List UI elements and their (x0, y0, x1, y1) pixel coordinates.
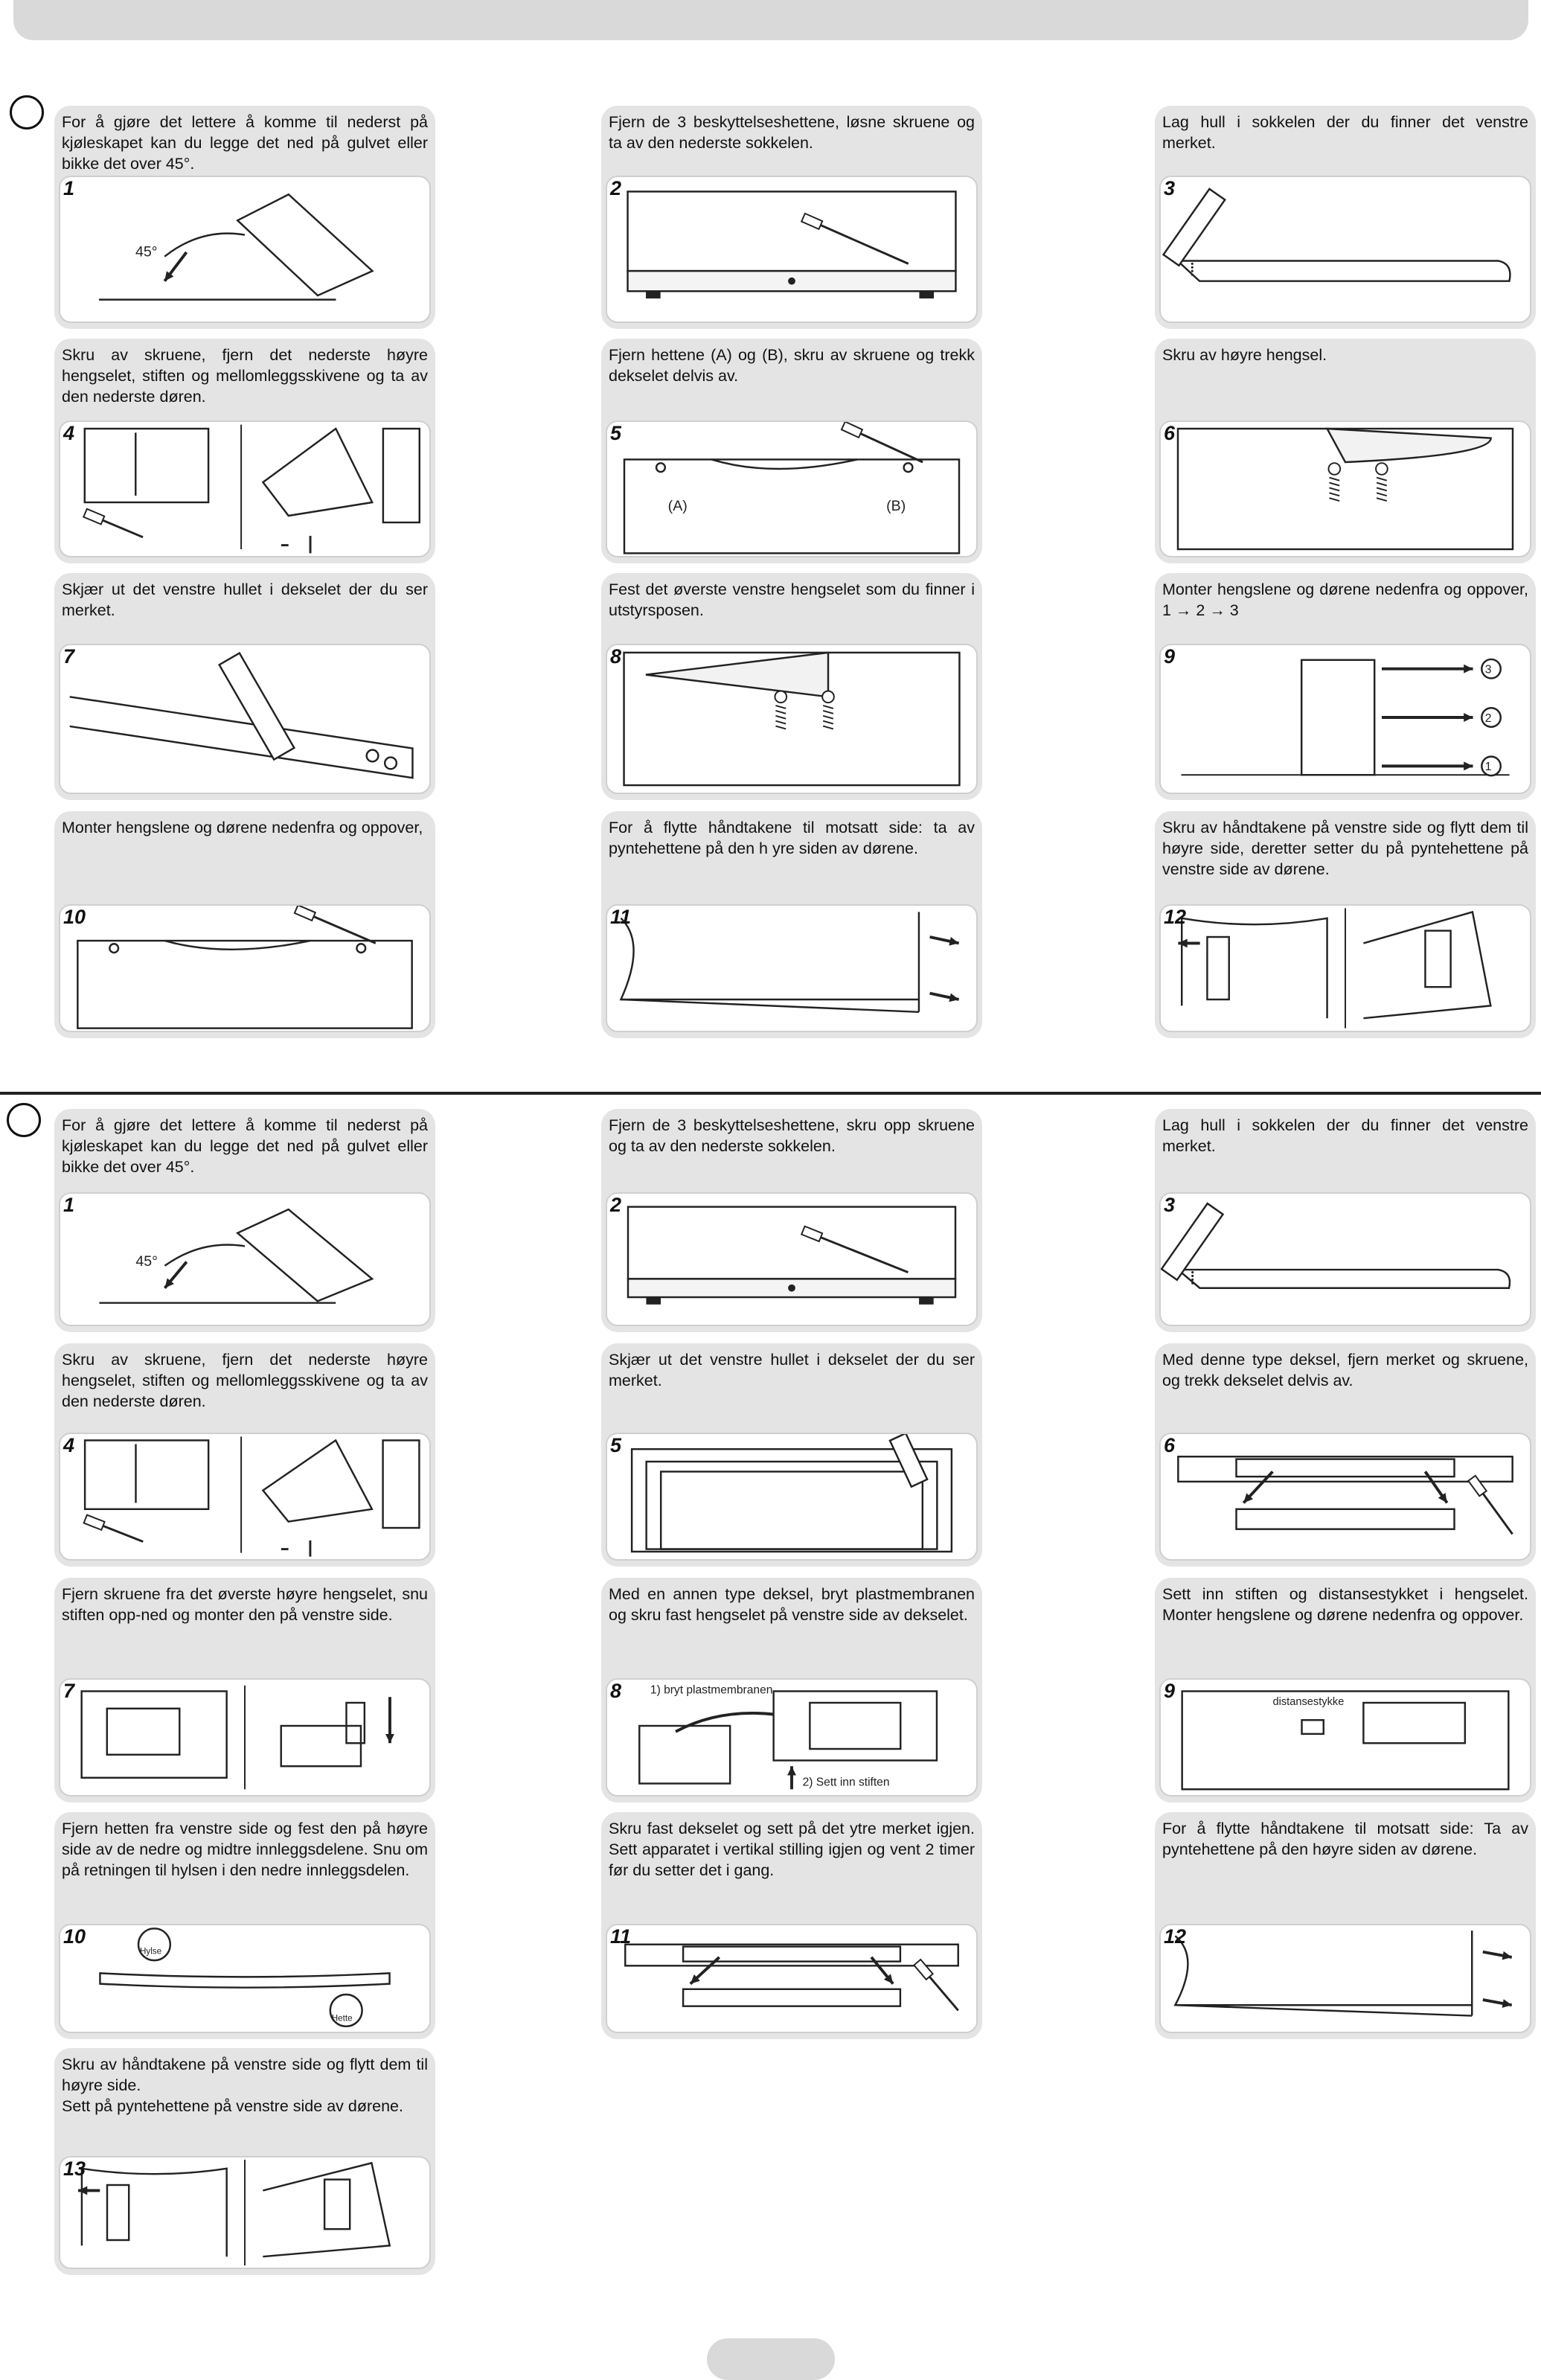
step-section1-3 (1155, 106, 1536, 329)
illustration-drawing (1161, 1194, 1530, 1325)
step-section2-10 (54, 1812, 435, 2039)
label-a: (A) (667, 497, 688, 514)
page-number-pill (707, 2338, 835, 2380)
step-illustration (606, 904, 978, 1032)
illustration-door2 (83, 425, 420, 554)
illustration-membrane (639, 1684, 937, 1790)
step-instruction: Skru av høyre hengsel. (1162, 346, 1327, 364)
illustration-cover2 (77, 906, 411, 1029)
step-section1-6 (1155, 339, 1536, 563)
step-instruction: For å gjøre det lettere å komme til nederst på kjøleskapet kan du legge det ned på gulvet eller bikke det over 45°. (62, 1116, 428, 1176)
step-illustration (1159, 420, 1531, 557)
step-instruction: Skru fast dekselet og sett på det ytre merket igjen. Sett apparatet i vertikal stilling igjen og vent 2 timer før du setter det i gang. (609, 1820, 975, 1879)
illustration-base (628, 191, 956, 298)
illustration-drawing (60, 1194, 429, 1325)
step-number: 4 (63, 422, 75, 444)
step-instruction: Fjern hettene (A) og (B), skru av skruene og trekk dekselet delvis av. (609, 346, 975, 385)
step-number: 12 (1164, 906, 1187, 928)
step-number: 2 (610, 1194, 622, 1216)
illustration-drawing (1161, 906, 1530, 1031)
illustration-spacer (1182, 1692, 1509, 1790)
step-illustration (1159, 176, 1531, 323)
step-section2-8 (601, 1578, 982, 1802)
step-section2-13 (54, 2048, 435, 2275)
step-section2-5 (601, 1343, 982, 1567)
illustration-drawing (607, 1194, 976, 1325)
insert-pin-label: 2) Sett inn stiften (802, 1776, 890, 1789)
step-instruction: Lag hull i sokkelen der du finner det venstre merket. (1162, 1116, 1528, 1155)
illustration-drawing (1161, 177, 1530, 322)
step-section1-4 (54, 339, 435, 563)
illustration-bar (1178, 1456, 1512, 1534)
step-instruction: Lag hull i sokkelen der du finner det venstre merket. (1162, 113, 1528, 152)
step-number: 11 (610, 906, 632, 928)
step-section2-2 (601, 1109, 982, 1332)
step-number: 5 (610, 422, 622, 444)
step-instruction: Skru av håndtakene på venstre side og flytt dem til høyre side, deretter setter du på pyntehettene på venstre side av dørene. (1162, 819, 1528, 878)
step-section2-12 (1155, 1812, 1536, 2039)
spacer-label: distansestykke (1272, 1696, 1345, 1709)
illustration-caps (621, 912, 958, 1011)
illustration-drawing (607, 422, 976, 556)
step-number: 3 (1164, 177, 1176, 199)
step-number: 3 (1164, 1194, 1176, 1216)
illustration-drawing (1161, 1434, 1530, 1559)
step-instruction: Med denne type deksel, fjern merket og skruene, og trekk dekselet delvis av. (1162, 1351, 1528, 1389)
illustration-drawing (60, 1680, 429, 1795)
illustration-drawing (60, 2157, 429, 2268)
order-step: 2 (1484, 711, 1492, 725)
step-instruction: Monter hengslene og dørene nedenfra og oppover, (62, 819, 423, 836)
step-number: 8 (610, 1680, 622, 1702)
step-section1-7 (54, 573, 435, 800)
step-instruction: For å gjøre det lettere å komme til nederst på kjøleskapet kan du legge det ned på gulvet eller bikke det over 45°. (62, 113, 428, 173)
cap-label: Hette (331, 2013, 353, 2024)
illustration-base (628, 1207, 955, 1305)
step-illustration (1159, 904, 1531, 1032)
step-instruction: Monter hengslene og dørene nedenfra og oppover, 1 → 2 → 3 (1162, 580, 1528, 619)
illustration-frame (632, 1434, 952, 1552)
order-step: 3 (1484, 663, 1492, 676)
step-instruction: Skru av håndtakene på venstre side og flytt dem til høyre side. Sett på pyntehettene på venstre side av dørene. (62, 2056, 428, 2115)
illustration-drawing (60, 906, 429, 1031)
step-instruction: Skru av skruene, fjern det nederste høyre hengselet, stiften og mellomleggsskivene og ta av den nederste døren. (62, 1351, 428, 1410)
step-instruction: Skru av skruene, fjern det nederste høyre hengselet, stiften og mellomleggsskivene og ta av den nederste døren. (62, 346, 428, 406)
step-number: 10 (63, 1925, 86, 1948)
step-section1-8 (601, 573, 982, 800)
step-number: 2 (610, 177, 622, 199)
section-divider (0, 1092, 1541, 1095)
sleeve-label: Hylse (139, 1946, 162, 1957)
label-b: (B) (886, 497, 906, 514)
illustration-drawing (60, 422, 429, 556)
illustration-drawing (607, 1680, 976, 1795)
illustration-plate (82, 1686, 394, 1790)
header-bar (13, 0, 1528, 40)
step-instruction: Fjern de 3 beskyttelseshettene, løsne skruene og ta av den nederste sokkelen. (609, 113, 975, 152)
step-instruction: For å flytte håndtakene til motsatt side: ta av pyntehettene på den h yre siden av dørene. (609, 819, 975, 857)
step-number: 10 (63, 906, 86, 928)
step-illustration (606, 1678, 978, 1797)
step-number: 5 (610, 1434, 622, 1456)
illustration-drawing (60, 1434, 429, 1559)
step-section2-1 (54, 1109, 435, 1332)
step-section1-1 (54, 106, 435, 329)
step-illustration (59, 904, 431, 1032)
step-section2-11 (601, 1812, 982, 2039)
step-instruction: Fjern de 3 beskyttelseshettene, skru opp skruene og ta av den nederste sokkelen. (609, 1116, 975, 1155)
step-section2-9 (1155, 1578, 1536, 1802)
illustration-knifeedge (70, 653, 413, 778)
step-section2-7 (54, 1578, 435, 1802)
step-section1-10 (54, 811, 435, 1038)
step-illustration (59, 1192, 431, 1326)
step-number: 9 (1164, 645, 1176, 668)
step-instruction: For å flytte håndtakene til motsatt side: Ta av pyntehettene på den høyre siden av dørene. (1162, 1820, 1528, 1858)
angle-label: 45° (135, 1253, 158, 1270)
step-number: 7 (63, 1680, 75, 1702)
illustration-drawing (1161, 645, 1530, 793)
step-illustration (59, 1433, 431, 1561)
illustration-drawing (607, 645, 976, 793)
step-illustration (1159, 1433, 1531, 1561)
step-section1-5 (601, 339, 982, 563)
angle-label: 45° (135, 243, 158, 260)
illustration-sleeve (100, 1928, 389, 2026)
illustration-drawing (607, 1434, 976, 1559)
step-instruction: Med en annen type deksel, bryt plastmembranen og skru fast hengselet på venstre side av dekselet. (609, 1585, 975, 1624)
step-illustration (59, 420, 431, 557)
step-instruction: Skjær ut det venstre hullet i dekselet der du ser merket. (609, 1351, 975, 1389)
step-number: 1 (63, 1194, 75, 1216)
illustration-hinge2 (624, 653, 960, 785)
step-illustration (1159, 1192, 1531, 1326)
illustration-drawing (60, 1925, 429, 2032)
step-illustration (606, 1924, 978, 2033)
step-number: 7 (63, 645, 75, 668)
step-number: 12 (1164, 1925, 1187, 1948)
section-2-marker (7, 1103, 41, 1137)
step-illustration (59, 176, 431, 323)
step-section2-4 (54, 1343, 435, 1567)
illustration-drawing (60, 177, 429, 322)
step-illustration (59, 644, 431, 794)
section-1-marker (10, 95, 44, 129)
step-illustration (606, 644, 978, 794)
step-number: 6 (1164, 422, 1176, 444)
step-section1-9 (1155, 573, 1536, 800)
illustration-drawing (1161, 1925, 1530, 2032)
step-illustration (606, 1192, 978, 1326)
step-illustration (606, 176, 978, 323)
break-membrane-label: 1) bryt plastmembranen (650, 1683, 773, 1697)
step-section2-6 (1155, 1343, 1536, 1567)
illustration-door2 (84, 1436, 420, 1556)
step-number: 8 (610, 645, 622, 668)
step-number: 1 (63, 177, 75, 199)
illustration-order (1181, 659, 1509, 775)
step-instruction: Fest det øverste venstre hengselet som du finner i utstyrsposen. (609, 580, 975, 619)
illustration-tilt (99, 1209, 372, 1303)
illustration-drawing (1161, 422, 1530, 556)
step-number: 6 (1164, 1434, 1176, 1456)
step-illustration (59, 1924, 431, 2033)
step-number: 9 (1164, 1680, 1176, 1702)
step-illustration (1159, 644, 1531, 794)
step-number: 11 (610, 1925, 632, 1948)
step-section1-2 (601, 106, 982, 329)
illustration-bar (625, 1945, 958, 2011)
illustration-drawing (607, 177, 976, 322)
step-illustration (59, 2156, 431, 2269)
step-section1-11 (601, 811, 982, 1038)
step-illustration (1159, 1924, 1531, 2033)
illustration-knifebar (1164, 189, 1510, 281)
illustration-hinge (1178, 429, 1513, 549)
step-number: 4 (63, 1434, 75, 1456)
illustration-knifebar (1162, 1203, 1510, 1288)
step-section1-12 (1155, 811, 1536, 1038)
step-instruction: Fjern skruene fra det øverste høyre hengselet, snu stiften opp-ned og monter den på venstre side. (62, 1585, 428, 1624)
illustration-drawing (607, 1925, 976, 2032)
illustration-cover (624, 422, 959, 553)
illustration-caps (1175, 1930, 1511, 2015)
order-step: 1 (1484, 761, 1492, 774)
step-illustration (1159, 1678, 1531, 1797)
step-instruction: Sett inn stiften og distansestykket i hengselet. Monter hengslene og dørene nedenfra og oppover. (1162, 1585, 1528, 1624)
step-illustration (606, 1433, 978, 1561)
step-number: 13 (63, 2157, 86, 2180)
illustration-drawing (1161, 1680, 1530, 1795)
step-illustration (606, 420, 978, 557)
illustration-drawing (607, 906, 976, 1031)
step-instruction: Skjær ut det venstre hullet i dekselet der du ser merket. (62, 580, 428, 619)
step-section2-3 (1155, 1109, 1536, 1332)
step-illustration (59, 1678, 431, 1797)
step-instruction: Fjern hetten fra venstre side og fest den på høyre side av de nedre og midtre innleggsdelene. Snu om på retningen til hylsen i den nedre innleggsdelen. (62, 1820, 428, 1879)
illustration-handles (1178, 908, 1490, 1028)
illustration-drawing (60, 645, 429, 793)
illustration-tilt (99, 194, 372, 299)
illustration-handles (78, 2160, 390, 2265)
